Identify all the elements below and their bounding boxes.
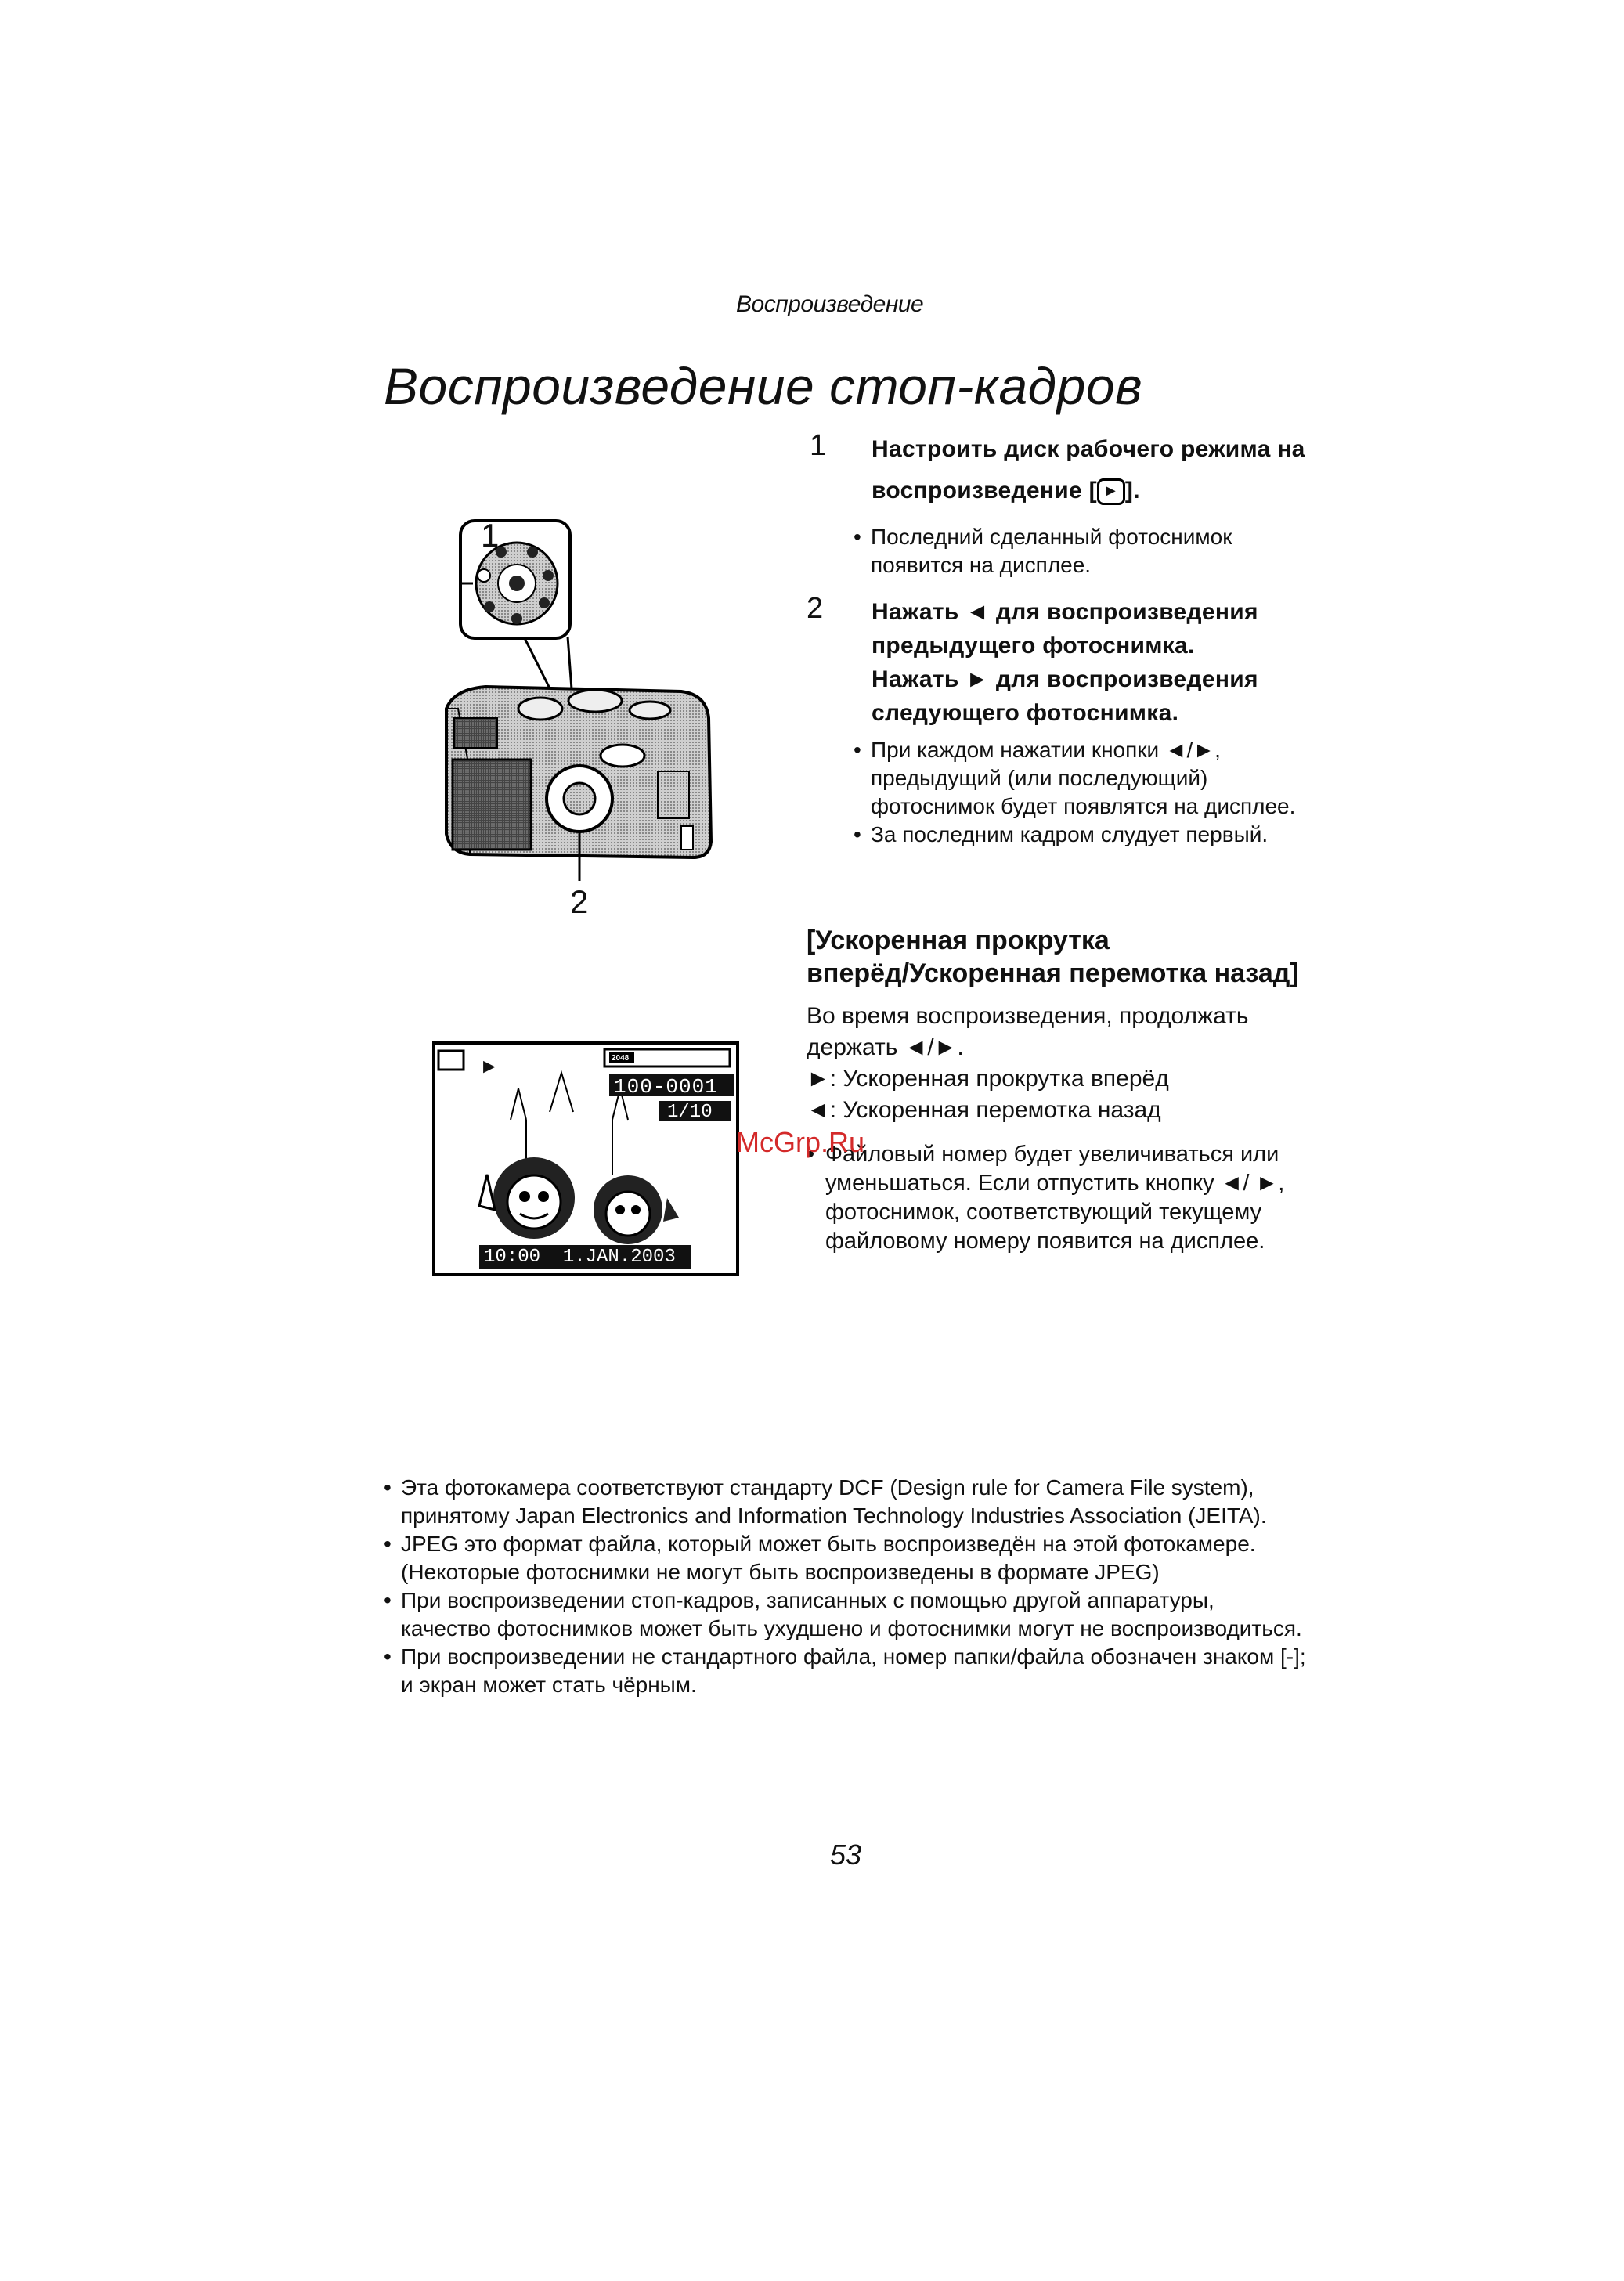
fast-scroll-body	[807, 1001, 1308, 1126]
step-2-instruction	[872, 595, 1357, 730]
fast-scroll-heading	[807, 924, 1370, 990]
footnote-jpeg: • JPEG это формат файла, который может быть воспроизведён на этой фотокамере. (Некоторые фотоснимки не могут быть воспроизведены в формате JPEG)	[384, 1530, 1308, 1586]
fast-scroll-intro: Во время воспроизведения, продолжать держать ◄/►.	[807, 1003, 1249, 1060]
step-2-line-4: следующего фотоснимка.	[872, 700, 1179, 726]
lcd-play-mode-icon: ►	[479, 1054, 500, 1077]
footnote-dcf: • Эта фотокамера соответствуют стандарту DCF (Design rule for Camera File system), принятому Japan Electronics and Information Technology Industries Association (JEITA).	[384, 1474, 1308, 1530]
step-1-line-2	[872, 474, 1357, 507]
lcd-frame-counter: 1/10	[667, 1102, 713, 1123]
step-2-number: 2	[807, 592, 824, 625]
step-1-line-2-end: ].	[1124, 478, 1140, 503]
callout-label-1: 1	[481, 517, 500, 554]
callout-label-2: 2	[570, 883, 589, 920]
step-1-notes	[854, 523, 1276, 579]
step-2-notes	[854, 736, 1308, 849]
footnote-other-device: • При воспроизведении стоп-кадров, записанных с помощью другой аппаратуры, качество фотоснимков может быть ухудшено и фотоснимки могут не воспроизводиться.	[384, 1586, 1308, 1643]
step-1-line-2-text: воспроизведение [	[872, 478, 1097, 503]
step-2-note-1: • При каждом нажатии кнопки ◄/►, предыдущий (или последующий) фотоснимок будет появлятся на дисплее.	[854, 736, 1308, 821]
playback-screen-illustration	[432, 1041, 739, 1276]
running-header: Воспроизведение	[736, 291, 924, 317]
step-2-note-2: • За последним кадром слудует первый.	[854, 821, 1308, 849]
step-1-number: 1	[810, 429, 827, 462]
fast-forward-description: ►: Ускоренная прокрутка вперёд	[807, 1066, 1169, 1092]
step-2-line-1: Нажать ◄ для воспроизведения	[872, 599, 1258, 625]
footnote-nonstandard: • При воспроизведении не стандартного файла, номер папки/файла обозначен знаком [-]; и экран может стать чёрным.	[384, 1643, 1308, 1699]
fast-scroll-heading-line-2: вперёд/Ускоренная перемотка назад]	[807, 958, 1299, 988]
camera-illustration	[423, 513, 720, 936]
step-2-line-2: предыдущего фотоснимка.	[872, 633, 1195, 659]
step-1-instruction	[872, 432, 1357, 507]
camera-lcd-icon	[453, 760, 531, 850]
camera-drawing	[423, 513, 720, 936]
fast-scroll-note: • Файловый номер будет увеличиваться или уменьшаться. Если отпустить кнопку ◄/ ►, фотоснимок, соответствующий текущему файловому номеру появится на дисплее.	[807, 1140, 1323, 1256]
playback-mode-icon: ►	[1097, 478, 1125, 505]
fast-backward-description: ◄: Ускоренная перемотка назад	[807, 1097, 1161, 1123]
footnotes	[384, 1474, 1308, 1699]
lcd-datetime: 10:00 1.JAN.2003	[484, 1247, 676, 1268]
fast-scroll-heading-line-1: [Ускоренная прокрутка	[807, 926, 1110, 955]
step-1-note: • Последний сделанный фотоснимок появится на дисплее.	[854, 523, 1276, 579]
step-2-line-3: Нажать ► для воспроизведения	[872, 666, 1258, 692]
fast-scroll-notes	[807, 1140, 1323, 1256]
page-title: Воспроизведение стоп-кадров	[384, 357, 1143, 415]
watermark: McGrp.Ru	[736, 1126, 865, 1158]
lcd-folder-file-number: 100-0001	[614, 1075, 718, 1099]
step-1-line-1: Настроить диск рабочего режима на	[872, 436, 1305, 462]
page-number: 53	[830, 1839, 862, 1871]
lcd-resolution: 2048	[612, 1054, 630, 1063]
